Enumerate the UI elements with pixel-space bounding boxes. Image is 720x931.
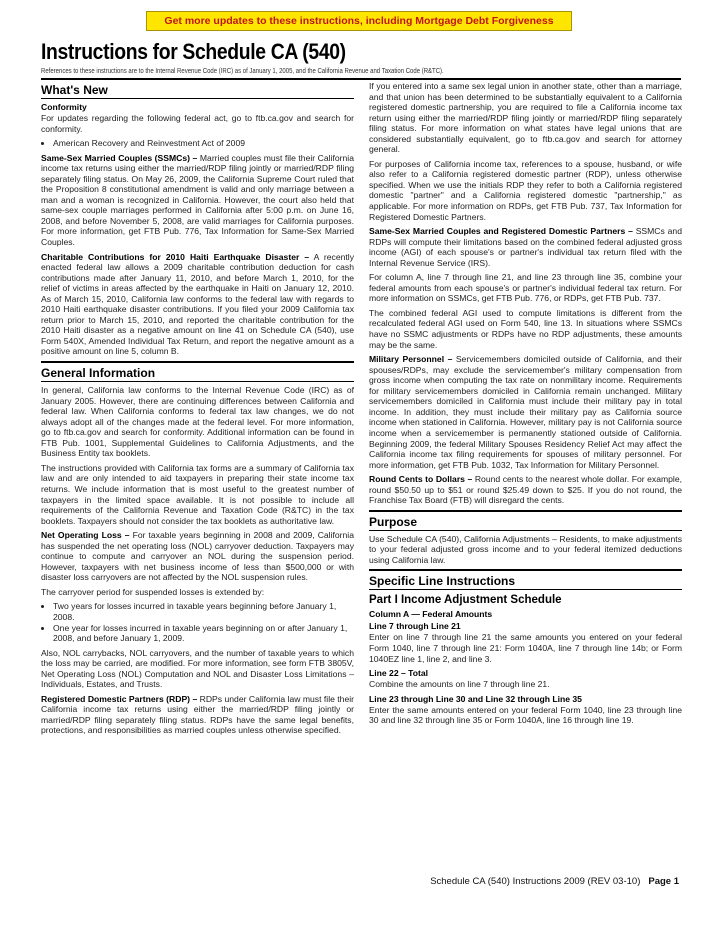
- conformity-heading: Conformity: [41, 102, 87, 112]
- general-information-heading: General Information: [41, 361, 354, 382]
- ssmc-lead: Same-Sex Married Couples (SSMCs) –: [41, 152, 198, 163]
- line-23-35-text: Enter the same amounts entered on your federal Form 1040, line 23 through line 30 and line 32 through line 35 or Form 1040A, line 16 through line 19.: [369, 704, 682, 726]
- ssrdp-paragraph: [369, 226, 682, 268]
- line-22-text: Combine the amounts on line 7 through line 21.: [369, 679, 550, 690]
- rdp-paragraph: [41, 694, 354, 736]
- line-23-35-heading: Line 23 through Line 30 and Line 32 through Line 35: [369, 693, 582, 704]
- list-item: • American Recovery and Reinvestment Act of 2009: [53, 138, 354, 149]
- ssrdp-lead: Same-Sex Married Couples and Registered Domestic Partners –: [369, 226, 633, 237]
- purpose-text: Use Schedule CA (540), California Adjustments – Residents, to make adjustments to your federal adjusted gross income and to your federal itemized deductions using California law.: [369, 533, 682, 565]
- page-number: Page 1: [648, 876, 679, 887]
- general-paragraph-2: The instructions provided with California tax forms are a summary of California tax law and are only intended to aid taxpayers in preparing their state income tax returns. We include information that is most useful to the greatest number of taxpayers in the limited space available. It is not possible to include all requirements of the California Revenue and Taxation Code (R&TC) in the tax booklets. Taxpayers should not consider the tax booklets as authoritative law.: [41, 462, 354, 526]
- rdp-definition-paragraph: For purposes of California income tax, references to a spouse, husband, or wife also refer to a California registered domestic partner (RDP), unless otherwise specified. When we use the initials RDP they refer to both a California registered domestic "partner" and a California registered domestic "partnership," as applicable. For more information on RDPs, get FTB Pub. 737, Tax Information for Registered Domestic Partners.: [369, 158, 682, 222]
- general-paragraph-3: Also, NOL carrybacks, NOL carryovers, and the number of taxable years to which the loss may be carried, are modified. For more information, see form FTB 3805V, Net Operating Loss (NOL) Computation and NOL and Disaster Loss Limitations – Individuals, Estates, and Trusts.: [41, 647, 354, 690]
- page-title: Instructions for Schedule CA (540): [41, 39, 346, 64]
- nol-lead: Net Operating Loss –: [41, 530, 130, 541]
- list-item: • One year for losses incurred in taxable years beginning on or after January 1, 2008, and before January 1, 2009.: [53, 623, 354, 644]
- combined-agi-paragraph: The combined federal AGI used to compute limitations is different from the recalculated federal AGI used on Form 540, line 13. In situations where SSMCs have no SSMC adjustments or RDPs have no RDP adjustments, these amounts may be the same.: [369, 307, 682, 350]
- legal-union-paragraph: If you entered into a same sex legal union in another state, other than a marriage, and that union has been determined to be substantially equivalent to a California registered domestic partnership, you are required to file a California income tax return using either the married/RDP filing jointly or married/RDP filing separately filing status. For more information on what states have legal unions that are considered substantially equivalent, go to ftb.ca.gov and search for attorney general.: [369, 81, 682, 155]
- line-22-heading: Line 22 – Total: [369, 668, 429, 679]
- carryover-list: [41, 601, 354, 643]
- haiti-text: A recently enacted federal law allows a 2009 charitable contribution deduction for cash contributions made after January 11, 2010, and before March 1, 2010, for the relief of victims in areas affected by the earthquake in Haiti on January 12, 2010. As of March 15, 2010, California law conforms to the federal law with regards to 2010 Haiti earthquake disaster contributions. If you filed your 2009 California tax return prior to March 15, 2010, and reported the charitable contribution for the 2010 Haiti disaster as a negative amount on line 41 on Schedule CA (540), use Form 540X, Amended Individual Tax Return, and report the negative amount as a positive amount on line 5, column B.: [41, 251, 354, 357]
- military-lead: Military Personnel –: [369, 354, 453, 365]
- purpose-heading: Purpose: [369, 510, 682, 531]
- whats-new-heading: What's New: [41, 81, 354, 99]
- round-cents-paragraph: [369, 474, 682, 506]
- footer-text: Schedule CA (540) Instructions 2009 (REV 03-10): [430, 876, 641, 887]
- ssmc-text: Married couples must file their California income tax returns using either the married/RDP filing jointly or married/RDP filing separately filing status. On May 26, 2009, the California Supreme Court ruled that the Proposition 8 constitutional amendment is valid and only marriage between a man and a woman is recognized in California. However, the court also held that same-sex couple marriages performed in California after 5:00 p.m. on June 16, 2008, and before November 5, 2008, are valid marriages for California purposes. For more information, get FTB Pub. 776, Tax Information for Same-Sex Married Couples.: [41, 152, 354, 248]
- part-1-heading: Part I Income Adjustment Schedule: [369, 594, 562, 607]
- specific-line-instructions-heading: Specific Line Instructions: [369, 569, 682, 590]
- page-footer: [430, 876, 679, 887]
- round-lead: Round Cents to Dollars –: [369, 474, 473, 485]
- ssrdp-text: SSMCs and RDPs will compute their limitations based on the combined federal adjusted gross income (AGI) of each spouse's or partner's individual tax return filed with the Internal Revenue Service (IRS).: [369, 226, 682, 268]
- round-text: Round cents to the nearest whole dollar. For example, round $50.50 up to $51 or round $25.49 down to $25. If you do not round, the Franchise Tax Board (FTB) will disregard the cents.: [369, 474, 683, 506]
- column-a-combine-paragraph: For column A, line 7 through line 21, and line 23 through line 35, combine your federal amounts from each spouse's or partner's individual federal tax return. For more information on SSMCs, get FTB Pub. 776, or RDPs, get FTB Pub. 737.: [369, 272, 682, 304]
- left-column: [41, 81, 354, 740]
- line-7-21-text: Enter on line 7 through line 21 the same amounts you entered on your federal Form 1040, line 7 through line 21: Form 1040A, line 7 through line 14b; or Form 1040EZ line 1, line 2, and line 3.: [369, 632, 682, 664]
- rdp-text: RDPs under California law must file their California income tax returns using either the married/RDP filing jointly or married/RDP filing separately filing status. RDPs have the same legal benefits, protections, and responsibilities as married couples unless otherwise specified.: [41, 693, 354, 736]
- conformity-list: [41, 138, 354, 149]
- carryover-intro: The carryover period for suspended losses is extended by:: [41, 586, 265, 597]
- column-a-heading: Column A — Federal Amounts: [369, 609, 493, 620]
- nol-text: For taxable years beginning in 2008 and 2009, California has suspended the net operating loss (NOL) carryover deduction. Taxpayers may continue to compute and carryover an NOL during the suspension period. However, taxpayers with net business income of less than $500,000 or with disaster loss carryovers are not affected by the NOL suspension rules.: [41, 530, 354, 583]
- rdp-lead: Registered Domestic Partners (RDP) –: [41, 693, 198, 704]
- military-paragraph: [369, 354, 682, 470]
- conformity-text: For updates regarding the following federal act, go to ftb.ca.gov and search for conformity.: [41, 113, 354, 134]
- military-text: Servicemembers domiciled outside of California, and their spouses/RDPs, may exclude the servicemember's military compensation from gross income when computing the tax rate on nonmilitary income. Requirements for military servicemembers domiciled in California remain unchanged. Military servicemembers domiciled in California must include their military pay in total income. In addition, they must include their military pay as California source income when stationed in California. However, military pay is not California source income when a servicemember is permanently stationed outside of California. Beginning 2009, the federal Military Spouses Residency Relief Act may affect the California income tax filing requirements for spouses of military personnel. For more information, get FTB Pub. 1032, Tax Information for Military Personnel.: [369, 354, 683, 470]
- haiti-lead: Charitable Contributions for 2010 Haiti Earthquake Disaster –: [41, 251, 310, 262]
- list-item: • Two years for losses incurred in taxable years beginning before January 1, 2008.: [53, 601, 354, 622]
- updates-banner-link[interactable]: Get more updates to these instructions, including Mortgage Debt Forgiveness: [146, 11, 572, 31]
- right-column: [369, 81, 682, 730]
- line-7-21-heading: Line 7 through Line 21: [369, 621, 461, 632]
- page-subtitle: References to these instructions are to the Internal Revenue Code (IRC) as of January 1, 2005, and the California Revenue and Taxation Code (R&TC).: [41, 66, 444, 75]
- haiti-paragraph: [41, 252, 354, 357]
- nol-paragraph: [41, 530, 354, 583]
- title-rule: [41, 78, 681, 80]
- general-paragraph-1: In general, California law conforms to the Internal Revenue Code (IRC) as of January 2005. However, there are continuing differences between California and federal law. When California conforms to federal tax law changes, we do not always adopt all of the changes made at the federal level. For more information, go to ftb.ca.gov and search for conformity. Additional information can be found in FTB Pub. 1001, Supplemental Guidelines to California Adjustments, and the Business Entity tax booklets.: [41, 385, 354, 459]
- ssmc-paragraph: [41, 153, 354, 248]
